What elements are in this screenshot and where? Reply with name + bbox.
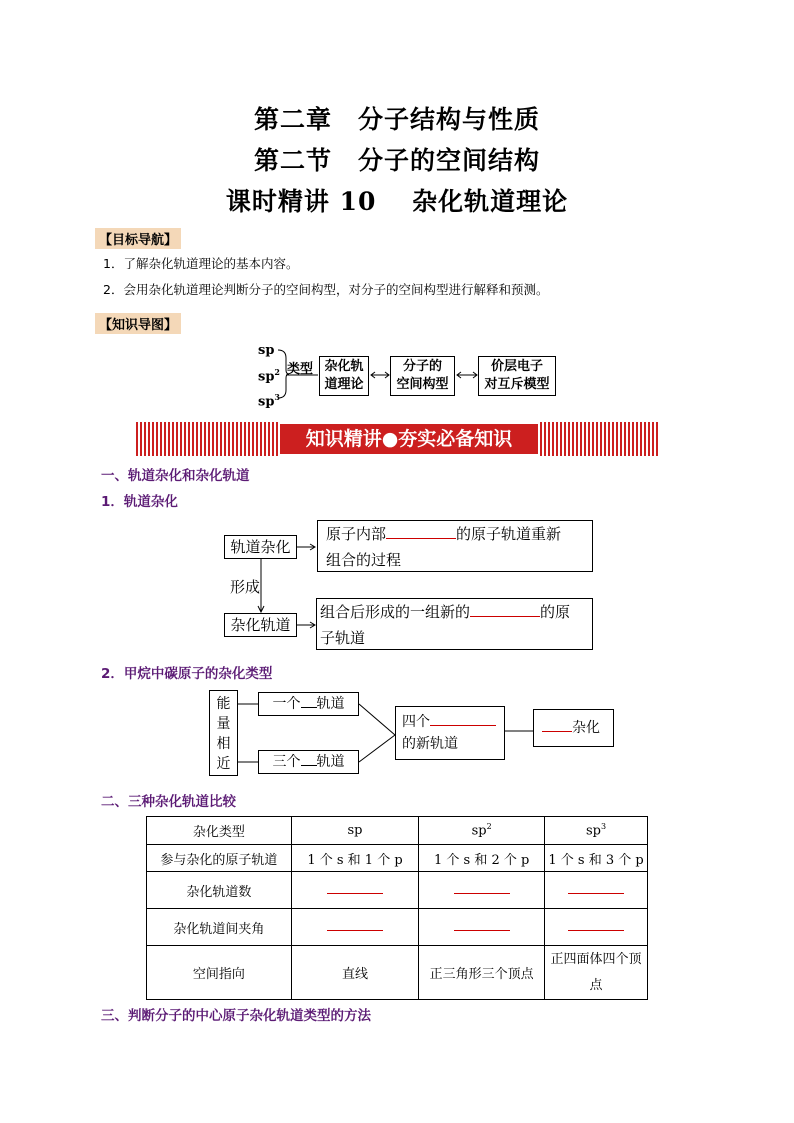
mindmap-tag: 【知识导图】 bbox=[95, 313, 181, 334]
header-cell-sp: sp bbox=[291, 817, 419, 845]
box-orb-definition bbox=[316, 598, 593, 650]
section2-heading: 二、三种杂化轨道比较 bbox=[101, 794, 236, 810]
three-orbital-b: 轨道 bbox=[316, 754, 345, 770]
cell-sp-orbitals: 1 个 s 和 1 个 p bbox=[291, 845, 419, 872]
goal-item-1: 1．了解杂化轨道理论的基本内容。 bbox=[103, 256, 299, 271]
hyb-desc-part-b: 的原子轨道重新 bbox=[456, 525, 562, 543]
comparison-table bbox=[146, 816, 648, 1000]
cell-sp3-orbitals: 1 个 s 和 3 个 p bbox=[545, 845, 648, 872]
blank-hyb-energy[interactable] bbox=[386, 525, 456, 540]
box-molecular-shape bbox=[390, 356, 455, 396]
double-arrow-1 bbox=[369, 370, 391, 380]
section3-heading: 三、判断分子的中心原子杂化轨道类型的方法 bbox=[101, 1008, 371, 1024]
section-title: 第二节 分子的空间结构 bbox=[253, 146, 540, 175]
energy-char-1: 能 bbox=[216, 696, 231, 712]
energy-char-3: 相 bbox=[216, 736, 231, 752]
cell-sp2-orbitals: 1 个 s 和 2 个 p bbox=[419, 845, 545, 872]
blank-one-orbital[interactable] bbox=[301, 694, 317, 708]
chapter-title: 第二章 分子结构与性质 bbox=[253, 105, 540, 134]
box-hybrid-result bbox=[533, 709, 614, 747]
header-cell-sp2: $sp^2$ bbox=[419, 817, 545, 845]
box-hybrid-theory-line2: 道理论 bbox=[324, 377, 364, 392]
cell-sp3-angle[interactable] bbox=[545, 909, 648, 946]
type-label: 类型 bbox=[287, 362, 314, 377]
box-hybrid-theory bbox=[319, 356, 369, 396]
four-orbital-a: 四个 bbox=[402, 714, 430, 730]
box-hybrid-theory-line1: 杂化轨 bbox=[324, 359, 364, 374]
four-orbital-b: 的新轨道 bbox=[402, 736, 458, 752]
goal-item-2: 2．会用杂化轨道理论判断分子的空间构型，对分子的空间构型进行解释和预测。 bbox=[103, 282, 549, 297]
blank-three-orbital[interactable] bbox=[301, 752, 317, 766]
hybrid-result-label: 杂化 bbox=[572, 720, 600, 736]
box-one-orbital bbox=[258, 692, 359, 716]
box-orbital-hybridization: 轨道杂化 bbox=[224, 535, 297, 559]
row-label-angle: 杂化轨道间夹角 bbox=[147, 909, 292, 946]
type-sp: sp bbox=[258, 343, 275, 358]
type-sp2: $sp^2$ bbox=[258, 367, 280, 385]
cell-sp2-angle[interactable] bbox=[419, 909, 545, 946]
header-cell-type: 杂化类型 bbox=[147, 817, 292, 845]
lesson-title: 课时精讲 10 杂化轨道理论 bbox=[225, 187, 569, 216]
form-label: 形成 bbox=[230, 578, 261, 596]
table-header-row bbox=[147, 817, 648, 845]
section1-heading: 一、轨道杂化和杂化轨道 bbox=[101, 468, 250, 484]
box-four-new-orbitals bbox=[395, 706, 505, 760]
box-molecular-shape-line1: 分子的 bbox=[402, 359, 442, 374]
row-label-orbitals: 参与杂化的原子轨道 bbox=[147, 845, 292, 872]
row-label-direction: 空间指向 bbox=[147, 946, 292, 1000]
one-orbital-b: 轨道 bbox=[316, 696, 345, 712]
table-row bbox=[147, 946, 648, 1000]
three-orbital-a: 三个 bbox=[272, 754, 301, 770]
arrow-orb-desc bbox=[297, 620, 317, 630]
cell-sp-direction: 直线 bbox=[291, 946, 419, 1000]
type-arrow bbox=[286, 370, 320, 380]
cell-sp-angle[interactable] bbox=[291, 909, 419, 946]
cell-sp2-count[interactable] bbox=[419, 872, 545, 909]
cell-sp3-direction: 正四面体四个顶点 bbox=[545, 946, 648, 1000]
box-hybrid-orbital: 杂化轨道 bbox=[224, 613, 297, 637]
banner-title: 知识精讲●夯实必备知识 bbox=[278, 422, 540, 456]
hyb-desc-part-c: 组合的过程 bbox=[326, 551, 402, 569]
one-orbital-a: 一个 bbox=[272, 696, 301, 712]
energy-char-4: 近 bbox=[216, 756, 231, 772]
energy-char-2: 量 bbox=[216, 716, 231, 732]
orb-desc-part-c: 子轨道 bbox=[320, 629, 366, 647]
hyb-desc-part-a: 原子内部 bbox=[326, 525, 387, 543]
box-three-orbitals bbox=[258, 750, 359, 774]
box-vsepr bbox=[478, 356, 556, 396]
table-row bbox=[147, 909, 648, 946]
blank-orb-type[interactable] bbox=[470, 603, 540, 618]
table-row bbox=[147, 845, 648, 872]
box-molecular-shape-line2: 空间构型 bbox=[396, 377, 449, 392]
goals-tag: 【目标导航】 bbox=[95, 228, 181, 249]
type-sp3: $sp^3$ bbox=[258, 392, 280, 410]
header-cell-sp3: $sp^3$ bbox=[545, 817, 648, 845]
box-vsepr-line1: 价层电子 bbox=[490, 359, 543, 374]
arrow-hyb-desc bbox=[297, 542, 317, 552]
cell-sp3-count[interactable] bbox=[545, 872, 648, 909]
blank-four-orbital[interactable] bbox=[430, 712, 496, 726]
box-hyb-definition bbox=[317, 520, 593, 572]
cell-sp2-direction: 正三角形三个顶点 bbox=[419, 946, 545, 1000]
blank-hybrid-type[interactable] bbox=[542, 718, 572, 732]
row-label-count: 杂化轨道数 bbox=[147, 872, 292, 909]
cell-sp-count[interactable] bbox=[291, 872, 419, 909]
orb-desc-part-b: 的原 bbox=[540, 603, 571, 621]
box-similar-energy bbox=[209, 690, 238, 776]
section1-sub2: 2．甲烷中碳原子的杂化类型 bbox=[101, 666, 273, 682]
orb-desc-part-a: 组合后形成的一组新的 bbox=[320, 603, 471, 621]
box-vsepr-line2: 对互斥模型 bbox=[484, 377, 550, 392]
section1-sub1: 1．轨道杂化 bbox=[101, 494, 178, 510]
double-arrow-2 bbox=[455, 370, 479, 380]
table-row bbox=[147, 872, 648, 909]
